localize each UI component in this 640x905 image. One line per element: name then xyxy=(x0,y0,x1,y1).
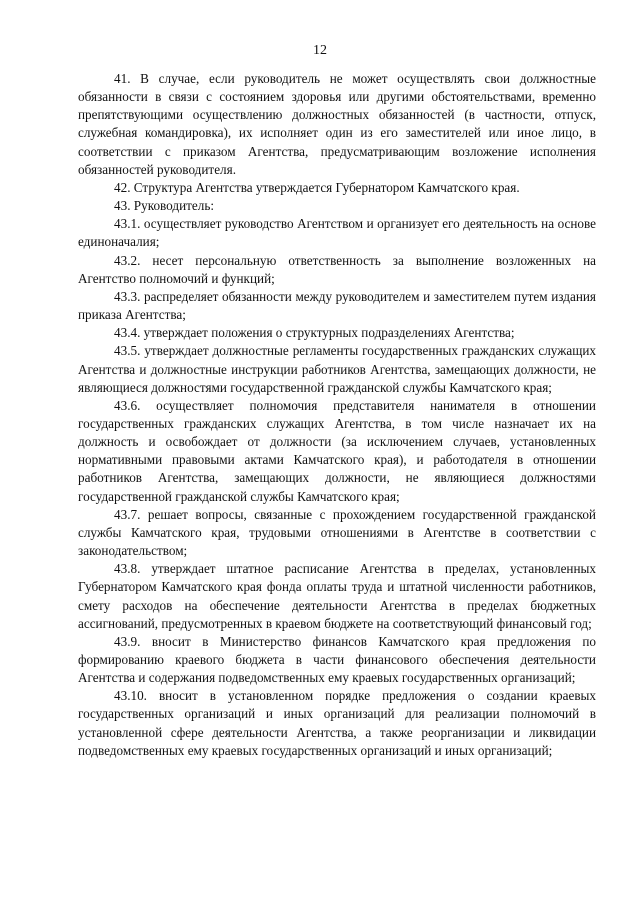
paragraph-41: 41. В случае, если руководитель не может осуществлять свои должностные обязанности в связи с состоянием здоровья или другими обстоятельствами, временно препятствующими осуществлению должностных обязанностей (в частности, отпуск, служебная командировка), их исполняет один из его заместителей или иное лицо, в соответствии с приказом Агентства, предусматривающим возложение исполнения обязанностей руководителя. xyxy=(78,71,596,177)
paragraph-43-9: 43.9. вносит в Министерство финансов Камчатского края предложения по формированию краевого бюджета в части финансового обеспечения деятельности Агентства и содержания подведомственных ему краевых государственных организаций; xyxy=(78,633,596,686)
paragraph-43-8: 43.8. утверждает штатное расписание Агентства в пределах, установленных Губернатором Камчатского края фонда оплаты труда и штатной численности работников, смету расходов на обеспечение деятельности Агентства в пределах бюджетных ассигнований, предусмотренных в краевом бюджете на соответствующий финансовый год; xyxy=(78,561,596,631)
paragraph-43-1: 43.1. осуществляет руководство Агентством и организует его деятельность на основе единоначалия; xyxy=(78,216,596,250)
paragraph-42: 42. Структура Агентства утверждается Губернатором Камчатского края. xyxy=(114,179,520,195)
document-body xyxy=(78,70,596,760)
paragraph-43-3: 43.3. распределяет обязанности между руководителем и заместителем путем издания приказа Агентства; xyxy=(78,288,596,323)
paragraph-43-7: 43.7. решает вопросы, связанные с прохождением государственной гражданской службы Камчатского края, трудовыми отношениями в Агентстве в соответствии с законодательством; xyxy=(78,506,596,559)
paragraph-43: 43. Руководитель: xyxy=(114,198,215,214)
paragraph-43-2: 43.2. несет персональную ответственность за выполнение возложенных на Агентство полномочий и функций; xyxy=(78,252,596,286)
page-number: 12 xyxy=(313,43,327,58)
paragraph-43-5: 43.5. утверждает должностные регламенты государственных гражданских служащих Агентства и должностные инструкции работников Агентства, замещающих должности, не являющиеся должностями государственной гражданской службы Камчатского края; xyxy=(78,343,596,395)
paragraph-43-4: 43.4. утверждает положения о структурных подразделениях Агентства; xyxy=(114,325,515,341)
paragraph-43-10: 43.10. вносит в установленном порядке предложения о создании краевых государственных организаций и иных организаций для реализации полномочий в установленной сфере деятельности Агентства, а также реорганизации и ликвидации подведомственных ему краевых государственных организаций и иных организаций; xyxy=(78,688,596,758)
paragraph-43-6: 43.6. осуществляет полномочия представителя нанимателя в отношении государственных гражданских служащих Агентства, в том числе назначает их на должность и освобождает от должности (за исключением случаев, установленных нормативными правовыми актами Камчатского края), и работодателя в отношении работников Агентства, замещающих должности, не являющиеся должностями государственной гражданской службы Камчатского края; xyxy=(78,397,596,504)
